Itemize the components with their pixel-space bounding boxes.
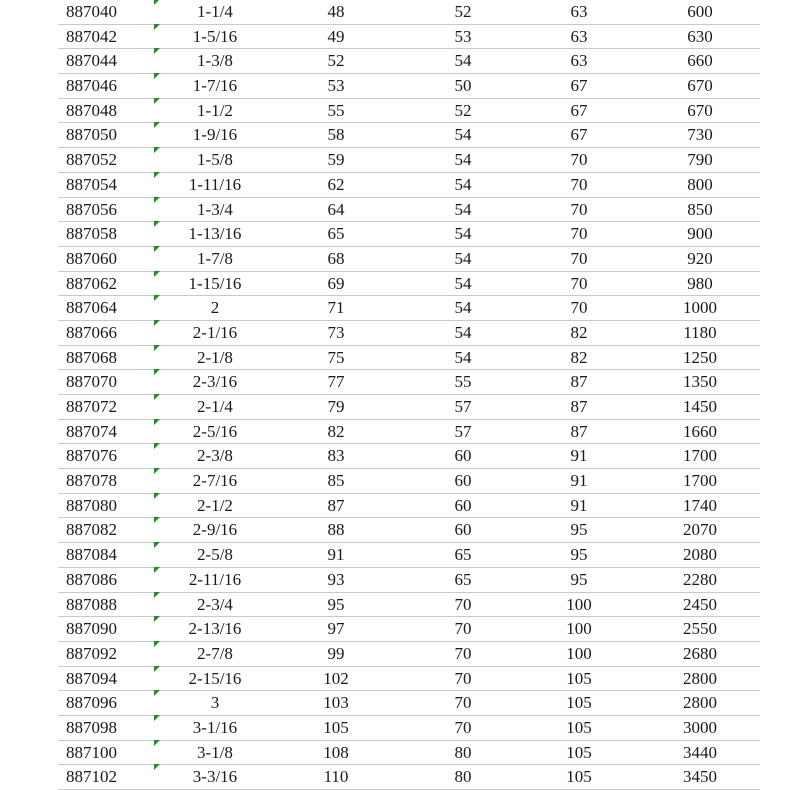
dimension-b-cell[interactable]: 52: [454, 2, 472, 21]
dimension-c-cell[interactable]: 70: [570, 224, 588, 244]
part-number-cell[interactable]: 887052: [66, 150, 117, 170]
weight-cell[interactable]: 3450: [683, 767, 717, 787]
dimension-a-cell[interactable]: 59: [327, 150, 345, 170]
table-row: [58, 716, 760, 741]
dimension-a-cell[interactable]: 95: [327, 594, 345, 614]
table-row: [58, 222, 760, 247]
table-row: [58, 247, 760, 272]
table-row: [58, 272, 760, 297]
weight-cell[interactable]: 1740: [683, 495, 717, 515]
number-stored-as-text-indicator-icon[interactable]: [154, 295, 160, 301]
table-row: [58, 568, 760, 593]
number-stored-as-text-indicator-icon[interactable]: [154, 715, 160, 721]
dimension-b-cell[interactable]: 60: [454, 446, 472, 466]
table-row: [58, 296, 760, 321]
table-row: [58, 123, 760, 148]
dimension-a-cell[interactable]: 105: [323, 717, 349, 737]
dimension-c-cell[interactable]: 95: [570, 569, 588, 589]
size-cell[interactable]: 2-3/8: [197, 446, 233, 466]
part-number-cell[interactable]: 887064: [66, 298, 117, 318]
weight-cell[interactable]: 670: [687, 76, 713, 96]
table-row: [58, 543, 760, 568]
part-number-cell[interactable]: 887040: [66, 2, 117, 21]
size-cell[interactable]: 2-15/16: [188, 668, 242, 688]
part-number-cell[interactable]: 887084: [66, 545, 117, 565]
dimension-c-cell[interactable]: 87: [570, 372, 588, 392]
dimension-a-cell[interactable]: 79: [327, 397, 345, 416]
weight-cell[interactable]: 1660: [683, 421, 717, 441]
table-row: [58, 765, 760, 790]
part-number-cell[interactable]: 887048: [66, 100, 117, 120]
dimension-a-cell[interactable]: 103: [323, 693, 349, 713]
weight-cell[interactable]: 670: [687, 100, 713, 120]
size-cell[interactable]: 2-3/4: [197, 594, 233, 614]
weight-cell[interactable]: 730: [687, 125, 713, 145]
table-row: [58, 321, 760, 346]
dimension-c-cell[interactable]: 70: [570, 248, 588, 268]
dimension-a-cell[interactable]: 82: [327, 421, 345, 441]
table-row: [58, 642, 760, 667]
weight-cell[interactable]: 600: [687, 2, 713, 21]
part-number-cell[interactable]: 887068: [66, 347, 117, 367]
dimension-c-cell[interactable]: 105: [566, 742, 592, 762]
dimension-a-cell[interactable]: 87: [327, 495, 345, 515]
dimension-b-cell[interactable]: 70: [454, 619, 472, 639]
dimension-a-cell[interactable]: 53: [327, 76, 345, 96]
table-row: [58, 74, 760, 99]
size-cell[interactable]: 2-5/16: [192, 421, 238, 441]
part-number-cell[interactable]: 887074: [66, 421, 117, 441]
dimension-a-cell[interactable]: 65: [327, 224, 345, 244]
table-row: [58, 691, 760, 716]
number-stored-as-text-indicator-icon[interactable]: [154, 567, 160, 573]
dimension-a-cell[interactable]: 71: [327, 298, 345, 318]
dimension-b-cell[interactable]: 57: [454, 397, 472, 416]
number-stored-as-text-indicator-icon[interactable]: [154, 517, 160, 523]
dimension-c-cell[interactable]: 95: [570, 545, 588, 565]
number-stored-as-text-indicator-icon[interactable]: [154, 0, 160, 5]
table-row: [58, 99, 760, 124]
number-stored-as-text-indicator-icon[interactable]: [154, 542, 160, 548]
dimension-a-cell[interactable]: 68: [327, 248, 345, 268]
dimension-b-cell[interactable]: 54: [454, 248, 472, 268]
size-cell[interactable]: 1-7/16: [192, 76, 238, 96]
number-stored-as-text-indicator-icon[interactable]: [154, 320, 160, 326]
table-row: [58, 346, 760, 371]
table-row: [58, 518, 760, 543]
dimension-b-cell[interactable]: 54: [454, 174, 472, 194]
dimension-a-cell[interactable]: 49: [327, 26, 345, 46]
number-stored-as-text-indicator-icon[interactable]: [154, 666, 160, 672]
weight-cell[interactable]: 1180: [683, 322, 717, 342]
dimension-c-cell[interactable]: 91: [570, 446, 588, 466]
part-number-cell[interactable]: 887090: [66, 619, 117, 639]
part-number-cell[interactable]: 887062: [66, 273, 117, 293]
number-stored-as-text-indicator-icon[interactable]: [154, 271, 160, 277]
size-cell[interactable]: 1-1/2: [197, 100, 233, 120]
dimension-c-cell[interactable]: 105: [566, 767, 592, 787]
dimension-b-cell[interactable]: 80: [454, 742, 472, 762]
dimension-c-cell[interactable]: 67: [570, 76, 588, 96]
table-row: [58, 173, 760, 198]
weight-cell[interactable]: 1450: [683, 397, 717, 416]
dimension-c-cell[interactable]: 70: [570, 298, 588, 318]
dimension-a-cell[interactable]: 77: [327, 372, 345, 392]
dimension-a-cell[interactable]: 110: [323, 767, 349, 787]
dimension-c-cell[interactable]: 105: [566, 717, 592, 737]
table-row: [58, 420, 760, 445]
dimension-a-cell[interactable]: 83: [327, 446, 345, 466]
data-table: [58, 0, 760, 790]
size-cell[interactable]: 3-1/8: [197, 742, 233, 762]
part-number-cell[interactable]: 887058: [66, 224, 117, 244]
dimension-c-cell[interactable]: 67: [570, 100, 588, 120]
dimension-a-cell[interactable]: 91: [327, 545, 345, 565]
weight-cell[interactable]: 1250: [683, 347, 717, 367]
dimension-b-cell[interactable]: 55: [454, 372, 472, 392]
part-number-cell[interactable]: 887054: [66, 174, 117, 194]
part-number-cell[interactable]: 887044: [66, 51, 117, 71]
dimension-b-cell[interactable]: 54: [454, 150, 472, 170]
size-cell[interactable]: 3-3/16: [192, 767, 238, 787]
dimension-a-cell[interactable]: 48: [327, 2, 345, 21]
number-stored-as-text-indicator-icon[interactable]: [154, 394, 160, 400]
size-cell[interactable]: 2: [210, 298, 220, 318]
number-stored-as-text-indicator-icon[interactable]: [154, 24, 160, 30]
dimension-c-cell[interactable]: 105: [566, 668, 592, 688]
table-row: [58, 25, 760, 50]
part-number-cell[interactable]: 887066: [66, 322, 117, 342]
dimension-b-cell[interactable]: 54: [454, 51, 472, 71]
table-row: [58, 444, 760, 469]
dimension-a-cell[interactable]: 97: [327, 619, 345, 639]
dimension-b-cell[interactable]: 54: [454, 125, 472, 145]
dimension-a-cell[interactable]: 55: [327, 100, 345, 120]
dimension-b-cell[interactable]: 53: [454, 26, 472, 46]
dimension-c-cell[interactable]: 100: [566, 619, 592, 639]
weight-cell[interactable]: 2450: [683, 594, 717, 614]
dimension-c-cell[interactable]: 87: [570, 421, 588, 441]
weight-cell[interactable]: 2680: [683, 643, 717, 663]
weight-cell[interactable]: 2800: [683, 693, 717, 713]
weight-cell[interactable]: 1700: [683, 471, 717, 491]
size-cell[interactable]: 2-7/8: [197, 643, 233, 663]
weight-cell[interactable]: 2280: [683, 569, 717, 589]
weight-cell[interactable]: 2070: [683, 520, 717, 540]
number-stored-as-text-indicator-icon[interactable]: [154, 98, 160, 104]
part-number-cell[interactable]: 887094: [66, 668, 117, 688]
dimension-c-cell[interactable]: 70: [570, 273, 588, 293]
dimension-a-cell[interactable]: 64: [327, 199, 345, 219]
part-number-cell[interactable]: 887082: [66, 520, 117, 540]
table-row: [58, 198, 760, 223]
dimension-b-cell[interactable]: 54: [454, 298, 472, 318]
dimension-c-cell[interactable]: 91: [570, 471, 588, 491]
size-cell[interactable]: 2-1/2: [197, 495, 233, 515]
number-stored-as-text-indicator-icon[interactable]: [154, 419, 160, 425]
weight-cell[interactable]: 2550: [683, 619, 717, 639]
weight-cell[interactable]: 980: [687, 273, 713, 293]
part-number-cell[interactable]: 887072: [66, 397, 117, 416]
dimension-c-cell[interactable]: 63: [570, 2, 588, 21]
dimension-b-cell[interactable]: 65: [454, 545, 472, 565]
size-cell[interactable]: 2-11/16: [188, 569, 242, 589]
table-row: [58, 49, 760, 74]
dimension-b-cell[interactable]: 54: [454, 322, 472, 342]
number-stored-as-text-indicator-icon[interactable]: [154, 616, 160, 622]
table-row: [58, 741, 760, 766]
weight-cell[interactable]: 1700: [683, 446, 717, 466]
number-stored-as-text-indicator-icon[interactable]: [154, 246, 160, 252]
dimension-b-cell[interactable]: 80: [454, 767, 472, 787]
size-cell[interactable]: 1-5/8: [197, 150, 233, 170]
number-stored-as-text-indicator-icon[interactable]: [154, 197, 160, 203]
dimension-a-cell[interactable]: 99: [327, 643, 345, 663]
part-number-cell[interactable]: 887076: [66, 446, 117, 466]
weight-cell[interactable]: 790: [687, 150, 713, 170]
weight-cell[interactable]: 2800: [683, 668, 717, 688]
table-row: [58, 494, 760, 519]
size-cell[interactable]: 2-1/16: [192, 322, 238, 342]
number-stored-as-text-indicator-icon[interactable]: [154, 641, 160, 647]
size-cell[interactable]: 1-5/16: [192, 26, 238, 46]
number-stored-as-text-indicator-icon[interactable]: [154, 740, 160, 746]
dimension-c-cell[interactable]: 70: [570, 150, 588, 170]
dimension-b-cell[interactable]: 60: [454, 471, 472, 491]
size-cell[interactable]: 1-13/16: [188, 224, 242, 244]
dimension-c-cell[interactable]: 100: [566, 594, 592, 614]
dimension-b-cell[interactable]: 54: [454, 199, 472, 219]
size-cell[interactable]: 1-11/16: [188, 174, 242, 194]
size-cell[interactable]: 2-1/4: [197, 397, 233, 416]
dimension-a-cell[interactable]: 102: [323, 668, 349, 688]
weight-cell[interactable]: 660: [687, 51, 713, 71]
number-stored-as-text-indicator-icon[interactable]: [154, 122, 160, 128]
dimension-c-cell[interactable]: 82: [570, 322, 588, 342]
weight-cell[interactable]: 920: [687, 248, 713, 268]
dimension-c-cell[interactable]: 82: [570, 347, 588, 367]
dimension-a-cell[interactable]: 69: [327, 273, 345, 293]
table-row: [58, 617, 760, 642]
part-number-cell[interactable]: 887088: [66, 594, 117, 614]
weight-cell[interactable]: 850: [687, 199, 713, 219]
number-stored-as-text-indicator-icon[interactable]: [154, 493, 160, 499]
dimension-b-cell[interactable]: 60: [454, 495, 472, 515]
size-cell[interactable]: 1-3/4: [197, 199, 233, 219]
number-stored-as-text-indicator-icon[interactable]: [154, 690, 160, 696]
dimension-c-cell[interactable]: 63: [570, 26, 588, 46]
table-row: [58, 370, 760, 395]
number-stored-as-text-indicator-icon[interactable]: [154, 48, 160, 54]
size-cell[interactable]: 1-9/16: [192, 125, 238, 145]
part-number-cell[interactable]: 887050: [66, 125, 117, 145]
weight-cell[interactable]: 2080: [683, 545, 717, 565]
size-cell[interactable]: 2-7/16: [192, 471, 238, 491]
dimension-b-cell[interactable]: 57: [454, 421, 472, 441]
table-row: [58, 593, 760, 618]
number-stored-as-text-indicator-icon[interactable]: [154, 369, 160, 375]
dimension-c-cell[interactable]: 63: [570, 51, 588, 71]
size-cell[interactable]: 1-7/8: [197, 248, 233, 268]
dimension-b-cell[interactable]: 70: [454, 717, 472, 737]
part-number-cell[interactable]: 887098: [66, 717, 117, 737]
dimension-a-cell[interactable]: 88: [327, 520, 345, 540]
dimension-c-cell[interactable]: 70: [570, 174, 588, 194]
part-number-cell[interactable]: 887102: [66, 767, 117, 787]
dimension-c-cell[interactable]: 91: [570, 495, 588, 515]
dimension-c-cell[interactable]: 105: [566, 693, 592, 713]
number-stored-as-text-indicator-icon[interactable]: [154, 592, 160, 598]
weight-cell[interactable]: 3000: [683, 717, 717, 737]
table-row: [58, 395, 760, 420]
number-stored-as-text-indicator-icon[interactable]: [154, 147, 160, 153]
dimension-a-cell[interactable]: 75: [327, 347, 345, 367]
dimension-a-cell[interactable]: 52: [327, 51, 345, 71]
number-stored-as-text-indicator-icon[interactable]: [154, 345, 160, 351]
part-number-cell[interactable]: 887092: [66, 643, 117, 663]
dimension-a-cell[interactable]: 62: [327, 174, 345, 194]
dimension-c-cell[interactable]: 67: [570, 125, 588, 145]
size-cell[interactable]: 2-9/16: [192, 520, 238, 540]
part-number-cell[interactable]: 887096: [66, 693, 117, 713]
size-cell[interactable]: 3: [210, 693, 220, 713]
size-cell[interactable]: 2-1/8: [197, 347, 233, 367]
size-cell[interactable]: 1-1/4: [197, 2, 233, 21]
part-number-cell[interactable]: 887086: [66, 569, 117, 589]
dimension-a-cell[interactable]: 85: [327, 471, 345, 491]
weight-cell[interactable]: 900: [687, 224, 713, 244]
dimension-c-cell[interactable]: 95: [570, 520, 588, 540]
dimension-b-cell[interactable]: 54: [454, 224, 472, 244]
dimension-b-cell[interactable]: 70: [454, 693, 472, 713]
dimension-a-cell[interactable]: 73: [327, 322, 345, 342]
size-cell[interactable]: 2-13/16: [188, 619, 242, 639]
table-row: [58, 0, 760, 25]
dimension-b-cell[interactable]: 54: [454, 347, 472, 367]
part-number-cell[interactable]: 887070: [66, 372, 117, 392]
table-row: [58, 667, 760, 692]
weight-cell[interactable]: 1000: [683, 298, 717, 318]
dimension-b-cell[interactable]: 65: [454, 569, 472, 589]
dimension-b-cell[interactable]: 70: [454, 594, 472, 614]
size-cell[interactable]: 2-3/16: [192, 372, 238, 392]
size-cell[interactable]: 2-5/8: [197, 545, 233, 565]
dimension-b-cell[interactable]: 54: [454, 273, 472, 293]
size-cell[interactable]: 1-15/16: [188, 273, 242, 293]
part-number-cell[interactable]: 887046: [66, 76, 117, 96]
dimension-a-cell[interactable]: 58: [327, 125, 345, 145]
number-stored-as-text-indicator-icon[interactable]: [154, 764, 160, 770]
dimension-b-cell[interactable]: 50: [454, 76, 472, 96]
dimension-a-cell[interactable]: 93: [327, 569, 345, 589]
dimension-b-cell[interactable]: 52: [454, 100, 472, 120]
weight-cell[interactable]: 800: [687, 174, 713, 194]
dimension-a-cell[interactable]: 108: [323, 742, 349, 762]
dimension-c-cell[interactable]: 100: [566, 643, 592, 663]
table-row: [58, 469, 760, 494]
number-stored-as-text-indicator-icon[interactable]: [154, 172, 160, 178]
part-number-cell[interactable]: 887060: [66, 248, 117, 268]
number-stored-as-text-indicator-icon[interactable]: [154, 468, 160, 474]
number-stored-as-text-indicator-icon[interactable]: [154, 221, 160, 227]
weight-cell[interactable]: 1350: [683, 372, 717, 392]
dimension-b-cell[interactable]: 70: [454, 643, 472, 663]
number-stored-as-text-indicator-icon[interactable]: [154, 73, 160, 79]
part-number-cell[interactable]: 887042: [66, 26, 117, 46]
part-number-cell[interactable]: 887080: [66, 495, 117, 515]
table-row: [58, 148, 760, 173]
part-number-cell[interactable]: 887056: [66, 199, 117, 219]
size-cell[interactable]: 1-3/8: [197, 51, 233, 71]
weight-cell[interactable]: 630: [687, 26, 713, 46]
part-number-cell[interactable]: 887078: [66, 471, 117, 491]
dimension-b-cell[interactable]: 70: [454, 668, 472, 688]
dimension-b-cell[interactable]: 60: [454, 520, 472, 540]
dimension-c-cell[interactable]: 70: [570, 199, 588, 219]
weight-cell[interactable]: 3440: [683, 742, 717, 762]
part-number-cell[interactable]: 887100: [66, 742, 117, 762]
size-cell[interactable]: 3-1/16: [192, 717, 238, 737]
dimension-c-cell[interactable]: 87: [570, 397, 588, 416]
number-stored-as-text-indicator-icon[interactable]: [154, 443, 160, 449]
